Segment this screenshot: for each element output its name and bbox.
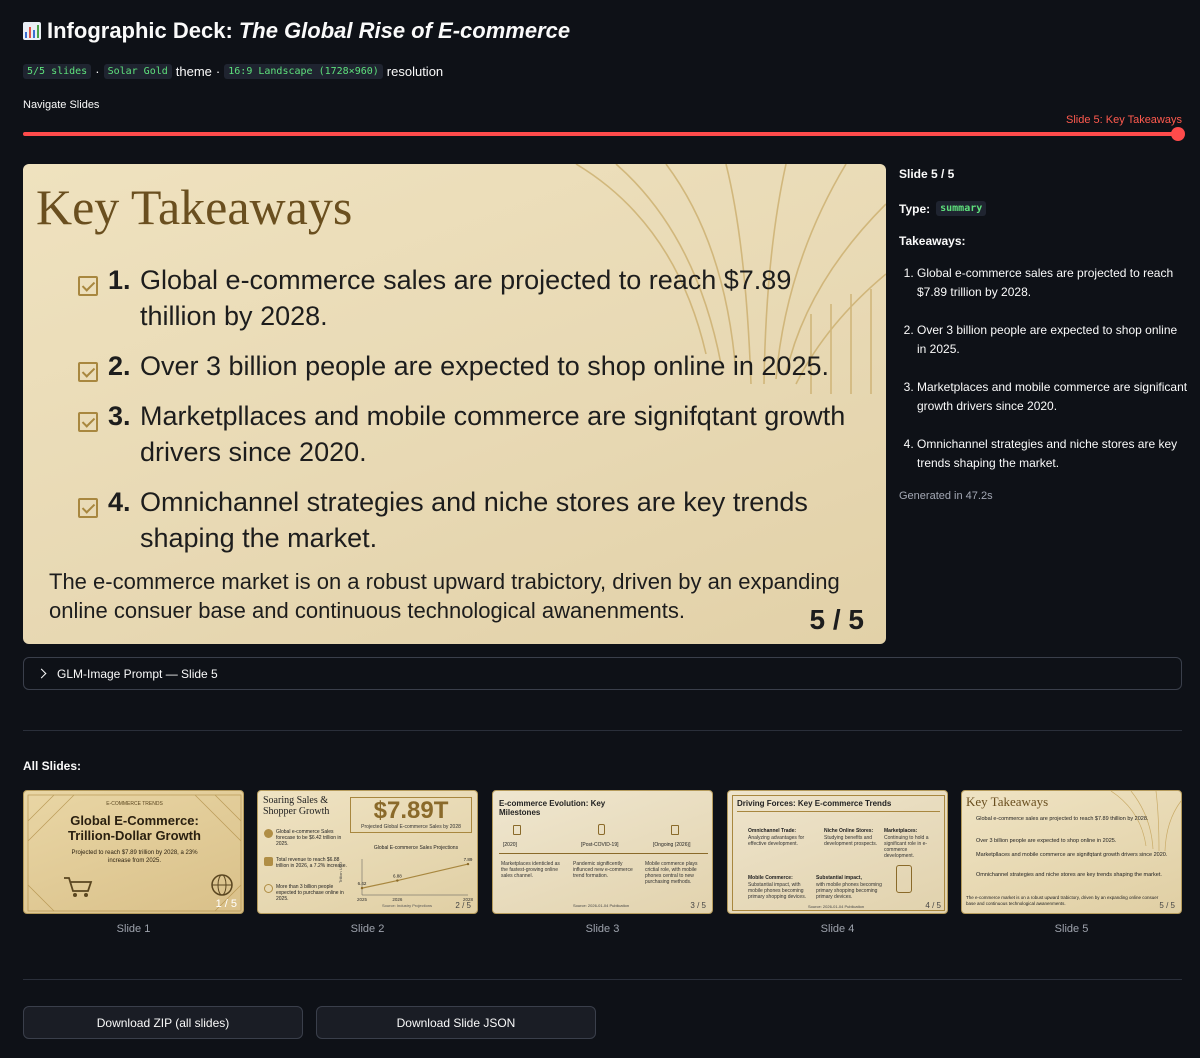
trend-text: with mobile phones becoming primary shopping becoming primary devices. <box>816 882 882 900</box>
prompt-expander[interactable] <box>23 657 1182 690</box>
thumb-page-number: 4 / 5 <box>925 901 941 910</box>
thumb-item: Omnichannel strategies and niche stores are key trends shaping the market. <box>976 872 1162 878</box>
chevron-right-icon <box>37 669 47 679</box>
thumb-subtitle: Projected to reach $7.89 trillion by 2028, a 23% increase from 2025. <box>71 850 198 864</box>
item-number: 3. <box>108 401 131 431</box>
item-number: 2. <box>108 351 131 381</box>
trend-heading: Substantial impact, <box>816 875 862 881</box>
slide-thumbnail-3[interactable] <box>492 790 713 914</box>
checkbox-icon <box>78 498 98 518</box>
checkbox-icon <box>78 276 98 296</box>
thumb-y-label: Trillion USD <box>338 861 343 883</box>
checkbox-icon <box>78 412 98 432</box>
page-title <box>23 18 570 44</box>
slide-page-number: 5 / 5 <box>809 604 864 635</box>
thumb-stat-caption: Projected Global E-commerce Sales by 2028 <box>361 824 461 830</box>
thumb-source: Source: 2026-01-04 Publication <box>808 904 865 909</box>
divider <box>23 730 1182 731</box>
slide-thumbnail-4[interactable] <box>727 790 948 914</box>
theme-label: theme <box>175 64 212 79</box>
download-json-button[interactable]: Download Slide JSON <box>316 1006 596 1039</box>
data-point <box>396 879 398 881</box>
thumb-title: Key Takeaways <box>966 794 1049 809</box>
trend-text: Continuing to hold a significant role in e-commerce development. <box>884 835 929 859</box>
thumb-summary: The e-commerce market is on a robust upward trabictory, driven by an expanding online consuer base and continuous technological awanenments. <box>966 895 1159 906</box>
thumb-item: Global e-commerce sales are projected to reach $7.89 thillion by 2028. <box>976 816 1149 822</box>
divider <box>737 811 940 812</box>
takeaways-label: Takeaways: <box>899 234 966 248</box>
smartphone-icon <box>896 865 912 893</box>
deck-meta <box>23 64 443 79</box>
slide-preview <box>23 164 886 644</box>
checkbox-icon <box>78 362 98 382</box>
item-text: Omnichannel strategies and niche stores are key trends shaping the market. <box>140 487 808 553</box>
trend-text: Studying benefits and development prospects. <box>824 835 878 847</box>
slider-current-value: Slide 5: Key Takeaways <box>1066 114 1182 126</box>
thumb-page-number: 2 / 5 <box>455 901 471 910</box>
item-text: Global e-commerce sales are projected to reach $7.89 thillion by 2028. <box>140 265 792 331</box>
thumb-big-stat: $7.89T <box>373 797 449 824</box>
takeaway-list <box>78 262 858 570</box>
thumb-item: Over 3 billion people are expected to shop online in 2025. <box>976 838 1117 844</box>
thumb-bullet: Total revenue to reach $6.88 trillion in 2026, a 7.2% increase. <box>276 857 347 869</box>
slide-thumbnail-2[interactable] <box>257 790 478 914</box>
bar-chart-icon <box>23 22 41 40</box>
list-item <box>78 398 858 470</box>
thumb-title: Soaring Sales & Shopper Growth <box>263 795 330 817</box>
thumb-source: Source: Industry Projections <box>382 903 433 908</box>
data-label: 6.88 <box>392 873 402 879</box>
dollar-icon <box>264 884 273 893</box>
bag-icon <box>671 825 679 835</box>
item-text: Marketpllaces and mobile commerce are signifqtant growth drivers since 2020. <box>140 401 846 467</box>
thumbnail-caption: Slide 3 <box>585 923 620 935</box>
theme-badge: Solar Gold <box>104 64 172 79</box>
thumb-title: Global E-Commerce: Trillion-Dollar Growth <box>68 813 201 843</box>
slides-count-badge: 5/5 slides <box>23 64 91 79</box>
divider <box>23 979 1182 980</box>
list-item <box>78 484 858 556</box>
item-text: Over 3 billion people are expected to shop online in 2025. <box>140 351 829 381</box>
thumb-item: Marketpllaces and mobile commerce are signifqtant growth drivers since 2020. <box>976 852 1168 858</box>
type-badge: summary <box>936 201 986 216</box>
x-tick-label: 2026 <box>392 897 403 902</box>
milestone-text: Marketplaces identicled as the fastest-growing online sales channel. <box>501 861 560 879</box>
timeline-line <box>499 853 708 854</box>
series-line <box>362 864 468 888</box>
milestone-text: Pandemic significently influnced new e-commerce trend formation. <box>573 861 633 879</box>
title-deck-name: The Global Rise of E-commerce <box>238 18 571 43</box>
trend-heading: Omnichannel Trade: <box>748 828 797 834</box>
list-item <box>78 262 858 334</box>
slide-thumbnail-1[interactable] <box>23 790 244 914</box>
list-item: 3. Marketplaces and mobile commerce are significant growth drivers since 2020. <box>917 378 1189 416</box>
navigate-label: Navigate Slides <box>23 99 100 111</box>
thumb-title: Driving Forces: Key E-commerce Trends <box>737 799 892 808</box>
item-number: 4. <box>108 487 131 517</box>
slide-title: Key Takeaways <box>36 179 353 235</box>
takeaways-list <box>899 264 1189 473</box>
data-point <box>361 887 363 889</box>
resolution-badge: 16:9 Landscape (1728×960) <box>224 64 383 79</box>
milestone-text: Mobile commerce plays crictial role, with mobile phones central to new purchasing methods. <box>645 861 698 885</box>
thumb-title: E-commerce Evolution: Key Milestones <box>499 799 606 817</box>
thumb-page-number: 5 / 5 <box>1159 901 1175 910</box>
thumb-source: Source: 2026-01-04 Publication <box>573 903 630 908</box>
separator: · <box>95 64 100 79</box>
trend-text: Substantial impact, with mobile phones becoming primary shopping devices. <box>748 882 807 900</box>
x-tick-label: 2028 <box>462 897 474 902</box>
trend-heading: Niche Online Stores: <box>824 828 874 834</box>
thumb-page-number: 1 / 5 <box>215 898 237 910</box>
list-item: 2. Over 3 billion people are expected to shop online in 2025. <box>917 321 1189 359</box>
list-item: 4. Omnichannel strategies and niche stores are key trends shaping the market. <box>917 435 1189 473</box>
thumbnail-caption: Slide 1 <box>116 923 151 935</box>
trend-heading: Marketplaces: <box>884 828 918 834</box>
thumbnail-caption: Slide 2 <box>350 923 385 935</box>
phone-icon <box>598 824 605 835</box>
slide-type <box>899 201 1189 216</box>
download-zip-button[interactable]: Download ZIP (all slides) <box>23 1006 303 1039</box>
trend-heading: Mobile Commerce: <box>748 875 793 881</box>
laptop-icon <box>513 825 521 835</box>
type-label: Type: <box>899 201 931 216</box>
data-label: 6.42 <box>357 881 367 887</box>
generation-time: Generated in 47.2s <box>899 490 993 502</box>
x-tick-label: 2025 <box>356 897 368 902</box>
data-label: 7.89 <box>463 857 473 863</box>
all-slides-label: All Slides: <box>23 759 82 773</box>
milestone-date: [2020] <box>503 842 517 848</box>
chart-icon <box>264 857 273 866</box>
thumb-page-number: 3 / 5 <box>690 901 706 910</box>
cart-icon <box>62 875 94 899</box>
trend-text: Analyzing advantages for effective development. <box>748 835 805 847</box>
slide-slider-track[interactable] <box>23 132 1179 136</box>
separator: · <box>215 64 221 79</box>
expander-label: GLM-Image Prompt — Slide 5 <box>57 666 218 681</box>
title-prefix: Infographic Deck: <box>47 18 233 43</box>
slide-info-panel <box>899 167 1189 502</box>
milestone-date: [Post-COVID-19] <box>581 842 619 848</box>
slide-counter: Slide 5 / 5 <box>899 167 955 181</box>
data-point <box>467 863 469 865</box>
slide-summary: The e-commerce market is on a robust upward trabictory, driven by an expanding online consuer base and continuous technological awanenments. <box>49 569 840 623</box>
thumbnail-caption: Slide 4 <box>820 923 855 935</box>
list-item: 1. Global e-commerce sales are projected to reach $7.89 trillion by 2028. <box>917 264 1189 302</box>
item-number: 1. <box>108 265 131 295</box>
money-bag-icon <box>264 829 273 838</box>
globe-icon <box>210 873 234 897</box>
slide-slider-thumb[interactable] <box>1171 127 1185 141</box>
thumbnail-caption: Slide 5 <box>1054 923 1089 935</box>
thumb-stat-box <box>350 797 472 833</box>
slide-thumbnail-5[interactable] <box>961 790 1182 914</box>
milestone-date: [Ongoing (2026)] <box>653 842 691 848</box>
thumb-kicker: E-COMMERCE TRENDS <box>106 801 163 807</box>
resolution-label: resolution <box>386 64 444 79</box>
thumb-bullet: More than 3 billion people expected to purchase online in 2025. <box>276 884 344 902</box>
list-item <box>78 348 858 384</box>
thumb-bullet: Global e-commerce Sales forecase to be $6.42 trillion in 2025. <box>276 829 342 847</box>
thumb-chart-title: Global E-commerce Sales Projections <box>373 845 459 851</box>
